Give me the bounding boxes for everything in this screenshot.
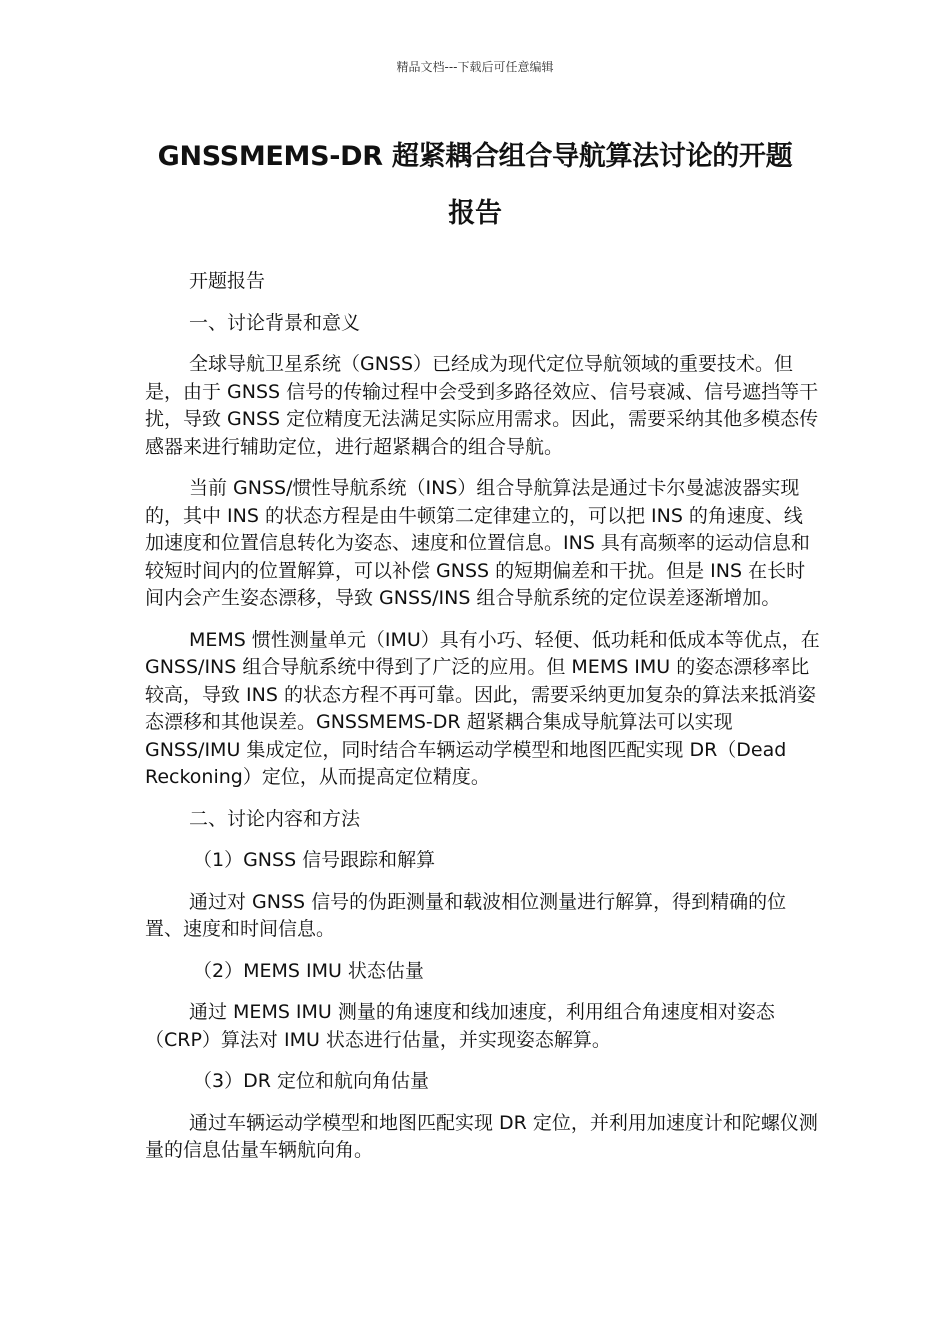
paragraph-1: 全球导航卫星系统（GNSS）已经成为现代定位导航领域的重要技术。但是，由于 GNSS 信号的传输过程中会受到多路径效应、信号衰减、信号遮挡等干扰，导致 GNSS 定位精度无法满足实际应用需求。因此，需要采纳其他多模态传感器来进行辅助定位，进行超紧耦合的组合导航。 <box>145 353 819 458</box>
paragraph-6: 通过车辆运动学模型和地图匹配实现 DR 定位，并利用加速度计和陀螺仪测量的信息估量车辆航向角。 <box>145 1111 818 1161</box>
subheading-3: （3）DR 定位和航向角估量 <box>193 1070 429 1092</box>
header-note: 精品文档---下载后可任意编辑 <box>396 60 554 74</box>
section-heading-1: 一、讨论背景和意义 <box>189 311 361 334</box>
subheading-2: （2）MEMS IMU 状态估量 <box>193 959 424 982</box>
document-title <box>130 128 820 242</box>
section-label: 开题报告 <box>189 270 266 292</box>
title-line-2: 报告 <box>448 198 502 229</box>
paragraph-5: 通过 MEMS IMU 测量的角速度和线加速度，利用组合角速度相对姿态（CRP）算法对 IMU 状态进行估量，并实现姿态解算。 <box>145 1001 775 1051</box>
paragraph-2: 当前 GNSS/惯性导航系统（INS）组合导航算法是通过卡尔曼滤波器实现的，其中 INS 的状态方程是由牛顿第二定律建立的，可以把 INS 的角速度、线加速度和位置信息转化为姿态、速度和位置信息。INS 具有高频率的运动信息和较短时间内的位置解算，可以补偿 GNSS 的短期偏差和干扰。但是 INS 在长时间内会产生姿态漂移，导致 GNSS/INS 组合导航系统的定位误差逐渐增加。 <box>145 477 810 609</box>
paragraph-4: 通过对 GNSS 信号的伪距测量和载波相位测量进行解算，得到精确的位置、速度和时间信息。 <box>145 890 787 940</box>
section-heading-2: 二、讨论内容和方法 <box>189 807 361 830</box>
subheading-1: （1）GNSS 信号跟踪和解算 <box>193 849 436 871</box>
title-line-1: GNSSMEMS-DR 超紧耦合组合导航算法讨论的开题 <box>157 141 793 172</box>
document-body <box>145 268 821 1165</box>
paragraph-3: MEMS 惯性测量单元（IMU）具有小巧、轻便、低功耗和低成本等优点，在 GNSS/INS 组合导航系统中得到了广泛的应用。但 MEMS IMU 的姿态漂移率比较高，导致 INS 的状态方程不再可靠。因此，需要采纳更加复杂的算法来抵消姿态漂移和其他误差。GNSSMEMS-DR 超紧耦合集成导航算法可以实现 GNSS/IMU 集成定位，同时结合车辆运动学模型和地图匹配实现 DR（Dead Reckoning）定位，从而提高定位精度。 <box>145 628 820 788</box>
